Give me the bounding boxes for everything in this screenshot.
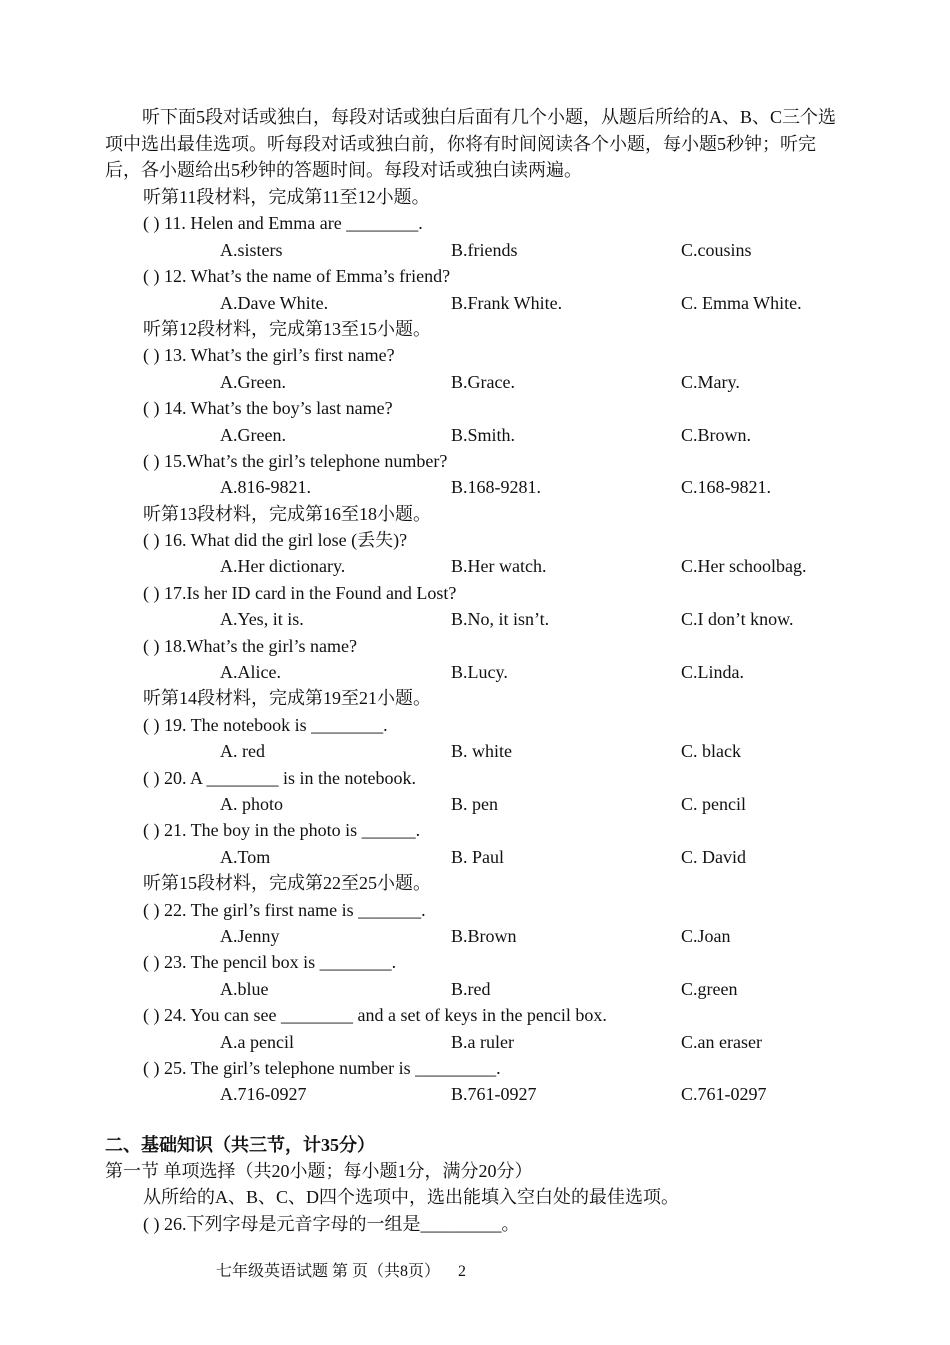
option-a: A.Dave White. — [220, 292, 329, 313]
section-heading: 听第13段材料，完成第16至18小题。 — [143, 503, 431, 524]
option-a: A.Her dictionary. — [220, 556, 346, 577]
option-row — [0, 422, 950, 448]
option-a: A.sisters — [220, 239, 283, 260]
option-b: B.No, it isn’t. — [451, 609, 550, 630]
question-stem: ( ) 13. What’s the girl’s first name? — [143, 345, 395, 366]
option-row — [0, 976, 950, 1002]
option-b: B. pen — [451, 793, 498, 814]
option-row — [0, 1029, 950, 1055]
option-a: A.816-9821. — [220, 477, 311, 498]
option-row — [0, 606, 950, 632]
option-c: C.761-0297 — [681, 1084, 767, 1105]
option-a: A.blue — [220, 978, 269, 999]
question-stem: ( ) 23. The pencil box is ________. — [143, 952, 397, 973]
question-stem: ( ) 17.Is her ID card in the Found and Lost? — [143, 582, 457, 603]
page-number: 2 — [458, 1263, 467, 1280]
option-b: B.Brown — [451, 925, 517, 946]
option-a: A. photo — [220, 793, 283, 814]
option-row — [0, 553, 950, 579]
option-row — [0, 923, 950, 949]
option-c: C. Emma White. — [681, 292, 802, 313]
option-row — [0, 290, 950, 316]
option-a: A.a pencil — [220, 1031, 294, 1052]
option-c: C. pencil — [681, 793, 746, 814]
option-row — [0, 844, 950, 870]
question-stem: ( ) 11. Helen and Emma are ________. — [143, 213, 423, 234]
part-two-title: 二、基础知识（共三节，计35分） — [105, 1135, 375, 1155]
question-stem: ( ) 18.What’s the girl’s name? — [143, 635, 357, 656]
option-c: C.Her schoolbag. — [681, 556, 807, 577]
question-stem: ( ) 14. What’s the boy’s last name? — [143, 398, 393, 419]
option-row — [0, 1081, 950, 1107]
option-b: B. Paul — [451, 846, 505, 867]
option-b: B.Smith. — [451, 424, 516, 445]
question-26: ( ) 26.下列字母是元音字母的一组是_________。 — [143, 1214, 520, 1234]
option-b: B. white — [451, 741, 512, 762]
question-stem: ( ) 24. You can see ________ and a set of keys in the pencil box. — [143, 1005, 607, 1026]
question-stem: ( ) 16. What did the girl lose (丢失)? — [143, 530, 408, 551]
section-heading: 听第15段材料，完成第22至25小题。 — [143, 873, 431, 894]
question-stem: ( ) 15.What’s the girl’s telephone number? — [143, 450, 448, 471]
option-a: A.Green. — [220, 371, 286, 392]
option-row — [0, 791, 950, 817]
option-row — [0, 738, 950, 764]
option-b: B.Grace. — [451, 371, 515, 392]
option-c: C.168-9821. — [681, 477, 771, 498]
option-row — [0, 369, 950, 395]
option-b: B.red — [451, 978, 491, 999]
option-c: C.an eraser — [681, 1031, 762, 1052]
option-a: A.Alice. — [220, 662, 281, 683]
question-stem: ( ) 25. The girl’s telephone number is _________. — [143, 1057, 501, 1078]
question-stem: ( ) 19. The notebook is ________. — [143, 714, 388, 735]
listening-sections — [0, 184, 950, 1108]
option-row — [0, 659, 950, 685]
section-heading: 听第12段材料，完成第13至15小题。 — [143, 318, 431, 339]
option-b: B.Lucy. — [451, 662, 508, 683]
option-b: B.Frank White. — [451, 292, 563, 313]
section-one-instruction: 从所给的A、B、C、D四个选项中，选出能填入空白处的最佳选项。 — [143, 1187, 680, 1207]
option-row — [0, 237, 950, 263]
option-b: B.168-9281. — [451, 477, 541, 498]
footer-text: 七年级英语试题 第 页（共8页） — [216, 1263, 441, 1280]
question-stem: ( ) 21. The boy in the photo is ______. — [143, 820, 421, 841]
listening-instructions: 听下面5段对话或独白，每段对话或独白后面有几个小题，从题后所给的A、B、C三个选项中选出最佳选项。听每段对话或独白前，你将有时间阅读各个小题，每小题5秒钟；听完后，各小题给出5秒钟的答题时间。每段对话或独白读两遍。 — [105, 107, 837, 180]
option-c: C.I don’t know. — [681, 609, 794, 630]
question-stem: ( ) 12. What’s the name of Emma’s friend? — [143, 266, 451, 287]
option-c: C.green — [681, 978, 738, 999]
option-row — [0, 474, 950, 500]
option-c: C.Mary. — [681, 371, 740, 392]
option-a: A.Yes, it is. — [220, 609, 304, 630]
page-footer — [216, 1261, 466, 1283]
option-a: A.716-0927 — [220, 1084, 307, 1105]
option-b: B.761-0927 — [451, 1084, 537, 1105]
option-c: C. David — [681, 846, 746, 867]
option-b: B.friends — [451, 239, 518, 260]
option-a: A. red — [220, 741, 265, 762]
option-c: C. black — [681, 741, 741, 762]
question-stem: ( ) 22. The girl’s first name is _______. — [143, 899, 426, 920]
option-b: B.Her watch. — [451, 556, 547, 577]
option-c: C.Linda. — [681, 662, 744, 683]
option-b: B.a ruler — [451, 1031, 514, 1052]
option-a: A.Jenny — [220, 925, 280, 946]
option-a: A.Green. — [220, 424, 286, 445]
option-a: A.Tom — [220, 846, 271, 867]
option-c: C.cousins — [681, 239, 752, 260]
option-c: C.Brown. — [681, 424, 752, 445]
section-one-title: 第一节 单项选择（共20小题；每小题1分，满分20分） — [105, 1161, 533, 1181]
option-c: C.Joan — [681, 925, 731, 946]
section-heading: 听第11段材料，完成第11至12小题。 — [143, 187, 430, 207]
question-stem: ( ) 20. A ________ is in the notebook. — [143, 767, 416, 788]
section-heading: 听第14段材料，完成第19至21小题。 — [143, 688, 431, 709]
